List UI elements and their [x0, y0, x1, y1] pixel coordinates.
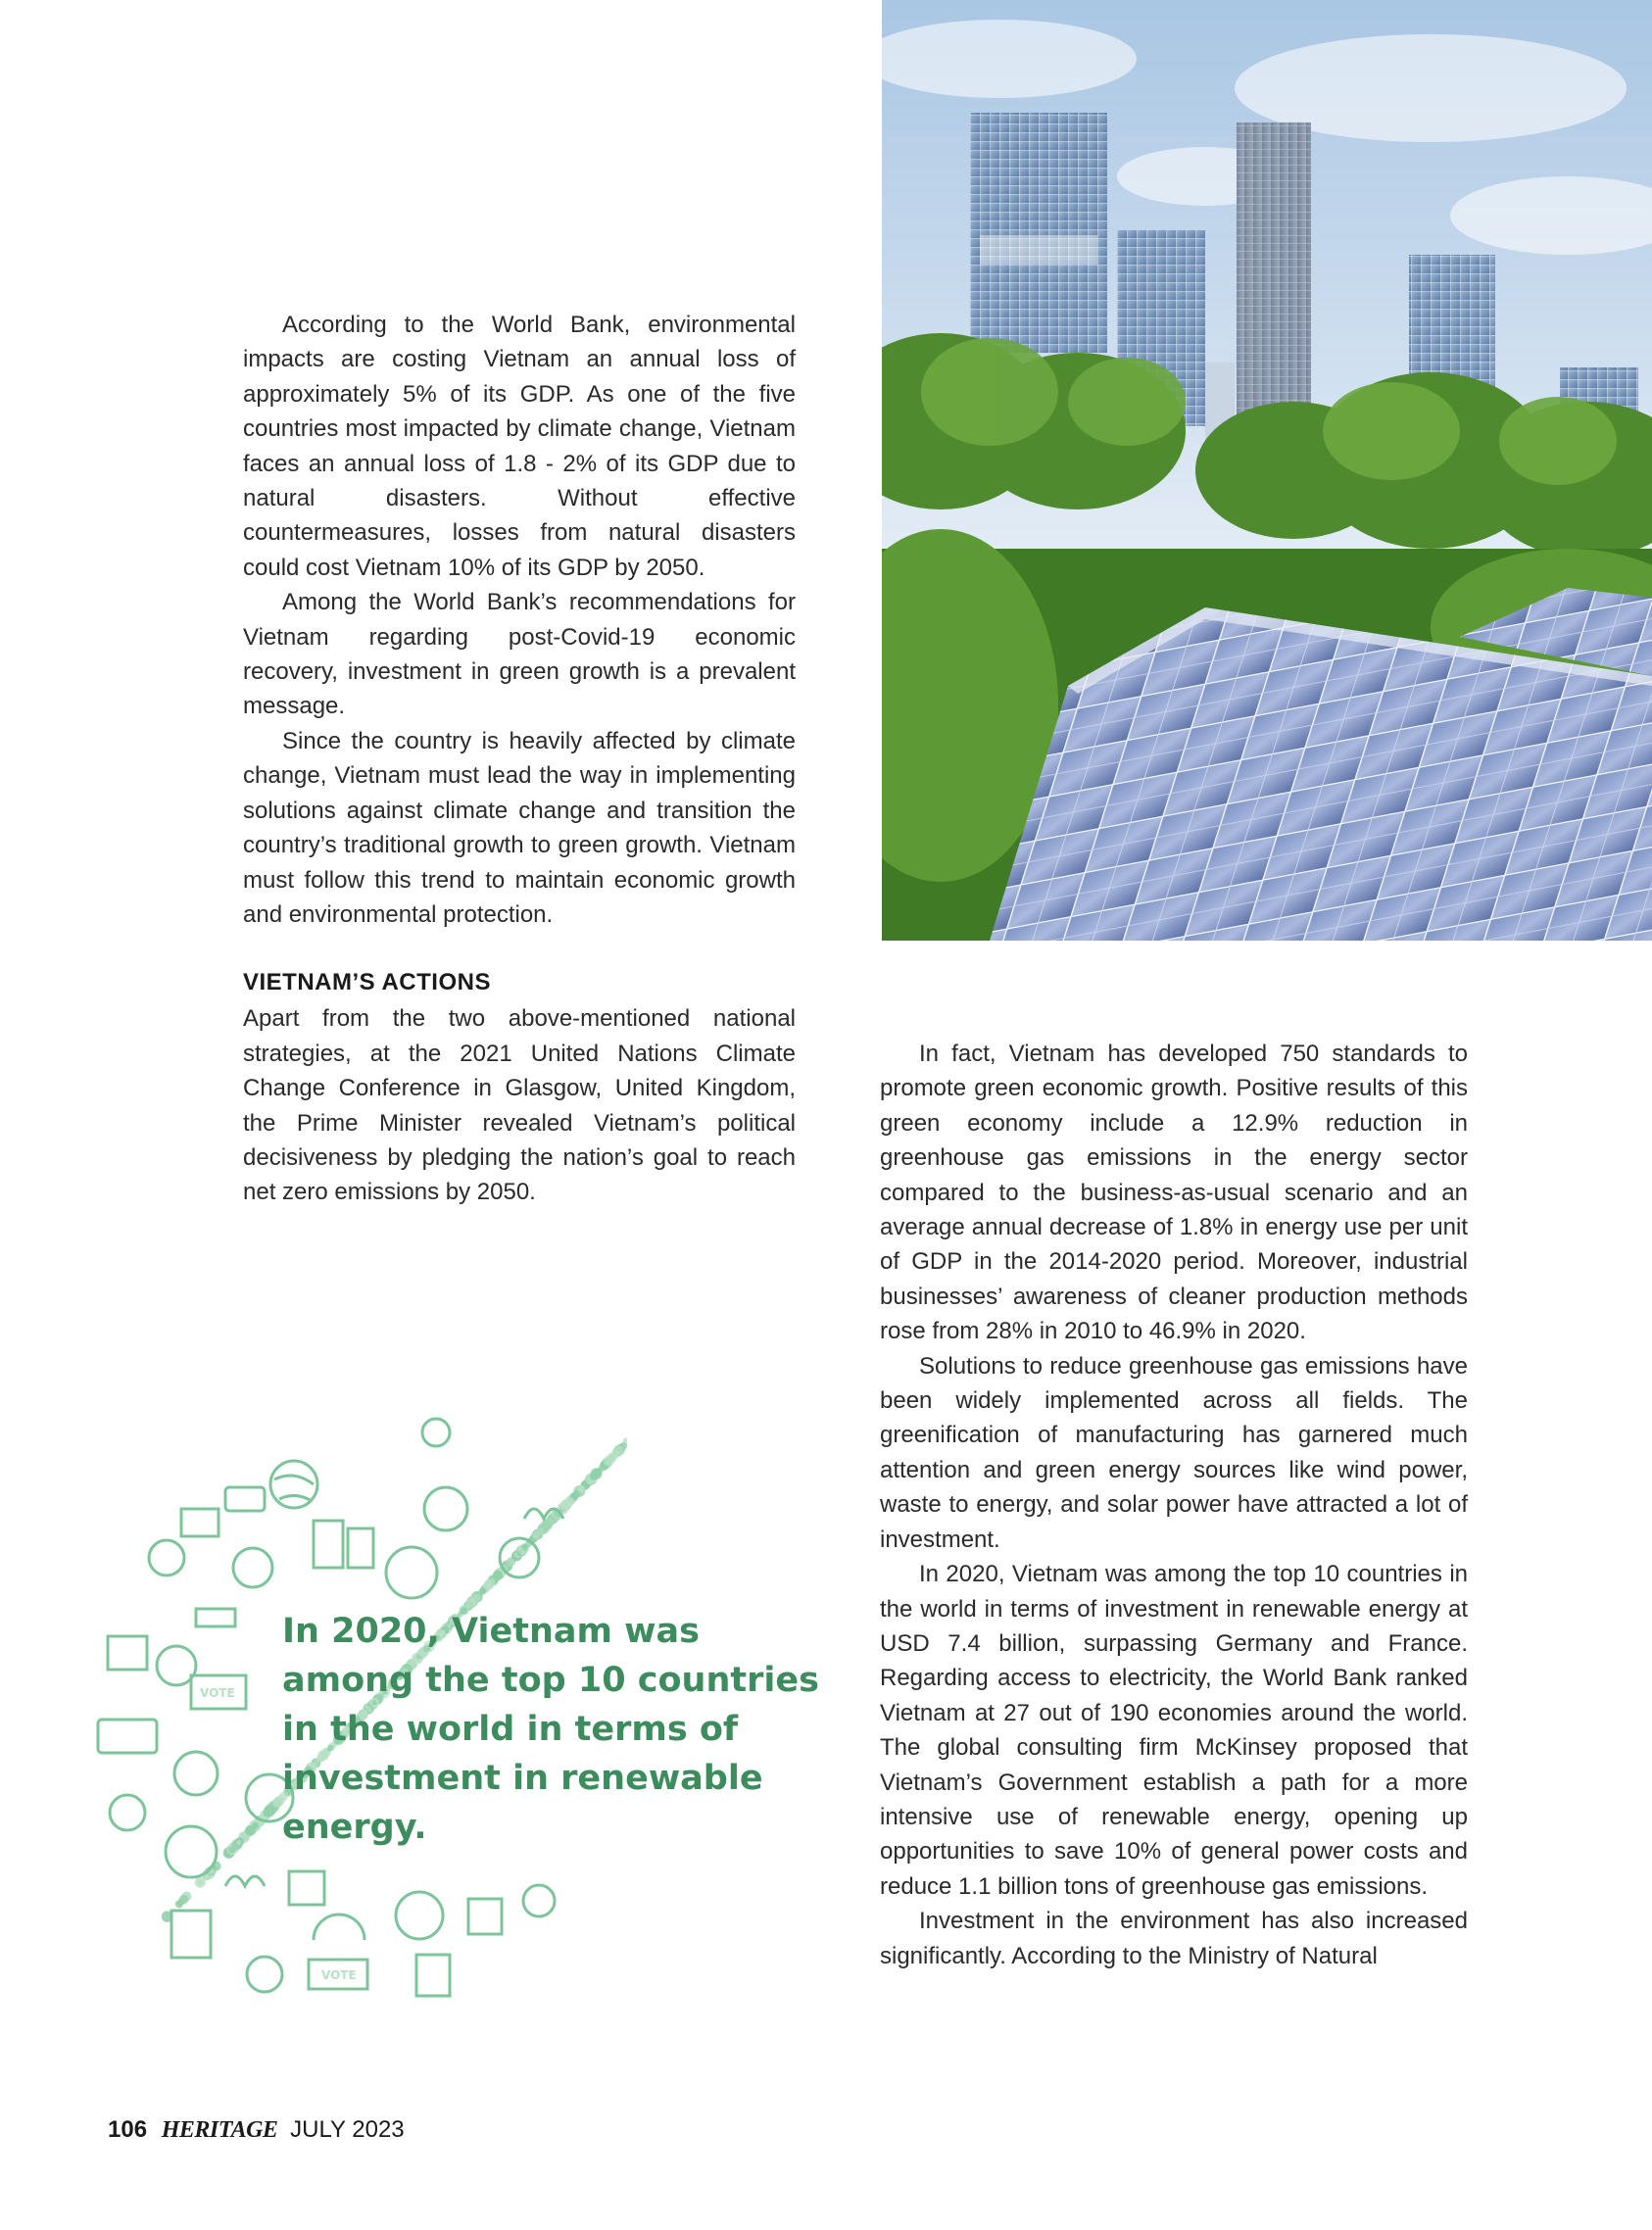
decor-dot	[604, 1456, 614, 1467]
money-icon	[225, 1487, 265, 1511]
decor-dot	[252, 1823, 258, 1829]
paragraph: Apart from the two above-mentioned national strategies, at the 2021 United Nations Climate Change Conference in Glasgow, United Kingdom, the Prime Minister revealed Vietnam’s political decisiveness by pledging the nation’s goal to reach net zero emissions by 2050.	[243, 1005, 796, 1206]
money-icon	[98, 1720, 157, 1753]
decor-dot	[179, 1895, 189, 1905]
person-icon	[174, 1752, 218, 1795]
decor-dot	[479, 1587, 487, 1595]
paragraph: Investment in the environment has also increased significantly. According to the Ministry of Natural	[880, 1908, 1468, 1969]
paragraph: Among the World Bank’s recommendations for Vietnam regarding post-Covid-19 economic recovery, investment in green growth is a prevalent message.	[243, 589, 796, 720]
globe-icon	[166, 1826, 217, 1877]
person-icon	[110, 1795, 145, 1830]
paragraph: In fact, Vietnam has developed 750 standards to promote green economic growth. Positive results of this green economy include a 12.9% reduction in greenhouse gas emissions in the energy sector compared to the business-as-usual scenario and an average annual decrease of 1.8% in energy use per unit of GDP in the 2014-2020 period. Moreover, industrial businesses’ awareness of cleaner production methods rose from 28% in 2010 to 46.9% in 2020.	[880, 1041, 1468, 1345]
decor-dot	[486, 1581, 492, 1587]
decor-dot	[578, 1486, 585, 1493]
right-column	[880, 1037, 1468, 1973]
paragraph: In 2020, Vietnam was among the top 10 countries in the world in terms of investment in renewable energy at USD 7.4 billion, surpassing Germany and France. Regarding access to electricity, the World Bank ranked Vietnam at 27 out of 190 economies around the world. The global consulting firm McKinsey proposed that Vietnam’s Government establish a path for a more intensive use of renewable energy, opening up opportunities to save 10% of general power costs and reduce 1.1 billion tons of greenhouse gas emissions.	[880, 1561, 1468, 1900]
paragraph: Solutions to reduce greenhouse gas emissions have been widely implemented across all fields. The greenification of manufacturing has garnered much attention and green energy sources like wind power, waste to energy, and solar power have attracted a lot of investment.	[880, 1352, 1468, 1553]
left-column-section	[243, 965, 796, 1210]
globe-icon	[424, 1487, 467, 1530]
decor-dot	[493, 1571, 503, 1580]
coin-icon	[233, 1548, 272, 1587]
money-icon	[181, 1509, 219, 1536]
decor-dot	[229, 1846, 236, 1853]
plant-icon	[468, 1899, 502, 1934]
coin-icon	[422, 1419, 450, 1446]
recycle-icon	[314, 1915, 364, 1940]
building-icon	[348, 1528, 373, 1568]
decor-dot	[197, 1880, 202, 1885]
building-icon	[171, 1911, 211, 1958]
cup-icon	[416, 1955, 450, 1996]
issue-date: JULY 2023	[290, 2116, 405, 2143]
decor-dot	[470, 1593, 480, 1603]
decor-dot	[619, 1446, 624, 1451]
fist-icon	[289, 1871, 324, 1905]
coin-icon	[523, 1885, 555, 1916]
hands-icon	[225, 1876, 265, 1886]
sun-globe-icon	[386, 1547, 437, 1598]
building-icon	[314, 1521, 343, 1568]
person-icon	[149, 1540, 184, 1576]
hero-photo	[882, 0, 1652, 941]
pull-quote: In 2020, Vietnam was among the top 10 countries in the world in terms of investment in renewable energy.	[282, 1612, 819, 1847]
house-icon	[196, 1609, 235, 1626]
decor-dot	[612, 1450, 620, 1458]
paragraph: Since the country is heavily affected by climate change, Vietnam must lead the way in implementing solutions against climate change and transition the country’s traditional growth to green growth. Vietnam must follow this trend to maintain economic growth and environmental protection.	[243, 727, 796, 928]
page-footer	[108, 2116, 405, 2144]
city-solar-illustration	[882, 0, 1652, 941]
globe-lines-icon	[274, 1476, 314, 1501]
magazine-name: HERITAGE	[161, 2117, 278, 2143]
globe-icon	[247, 1957, 282, 1992]
left-column-top	[243, 308, 796, 932]
vote-label: VOTE	[321, 1968, 357, 1982]
hand-money-icon	[108, 1636, 147, 1670]
decor-dot	[595, 1469, 602, 1476]
decor-dot	[560, 1500, 571, 1511]
vote-label: VOTE	[200, 1686, 235, 1700]
page-number: 106	[108, 2116, 148, 2143]
section-heading: VIETNAM’S ACTIONS	[243, 969, 491, 995]
decor-dot	[236, 1840, 241, 1845]
decor-dot	[542, 1519, 554, 1530]
paragraph: According to the World Bank, environmental impacts are costing Vietnam an annual loss of approximately 5% of its GDP. As one of the five countries most impacted by climate change, Vietnam faces an annual loss of 1.8 - 2% of its GDP due to natural disasters. Without effective countermeasures, losses from natural disasters could cost Vietnam 10% of its GDP by 2050.	[243, 312, 796, 581]
leaf-circle-icon	[396, 1892, 443, 1939]
decor-dot	[518, 1549, 523, 1554]
decor-dot	[264, 1808, 272, 1817]
